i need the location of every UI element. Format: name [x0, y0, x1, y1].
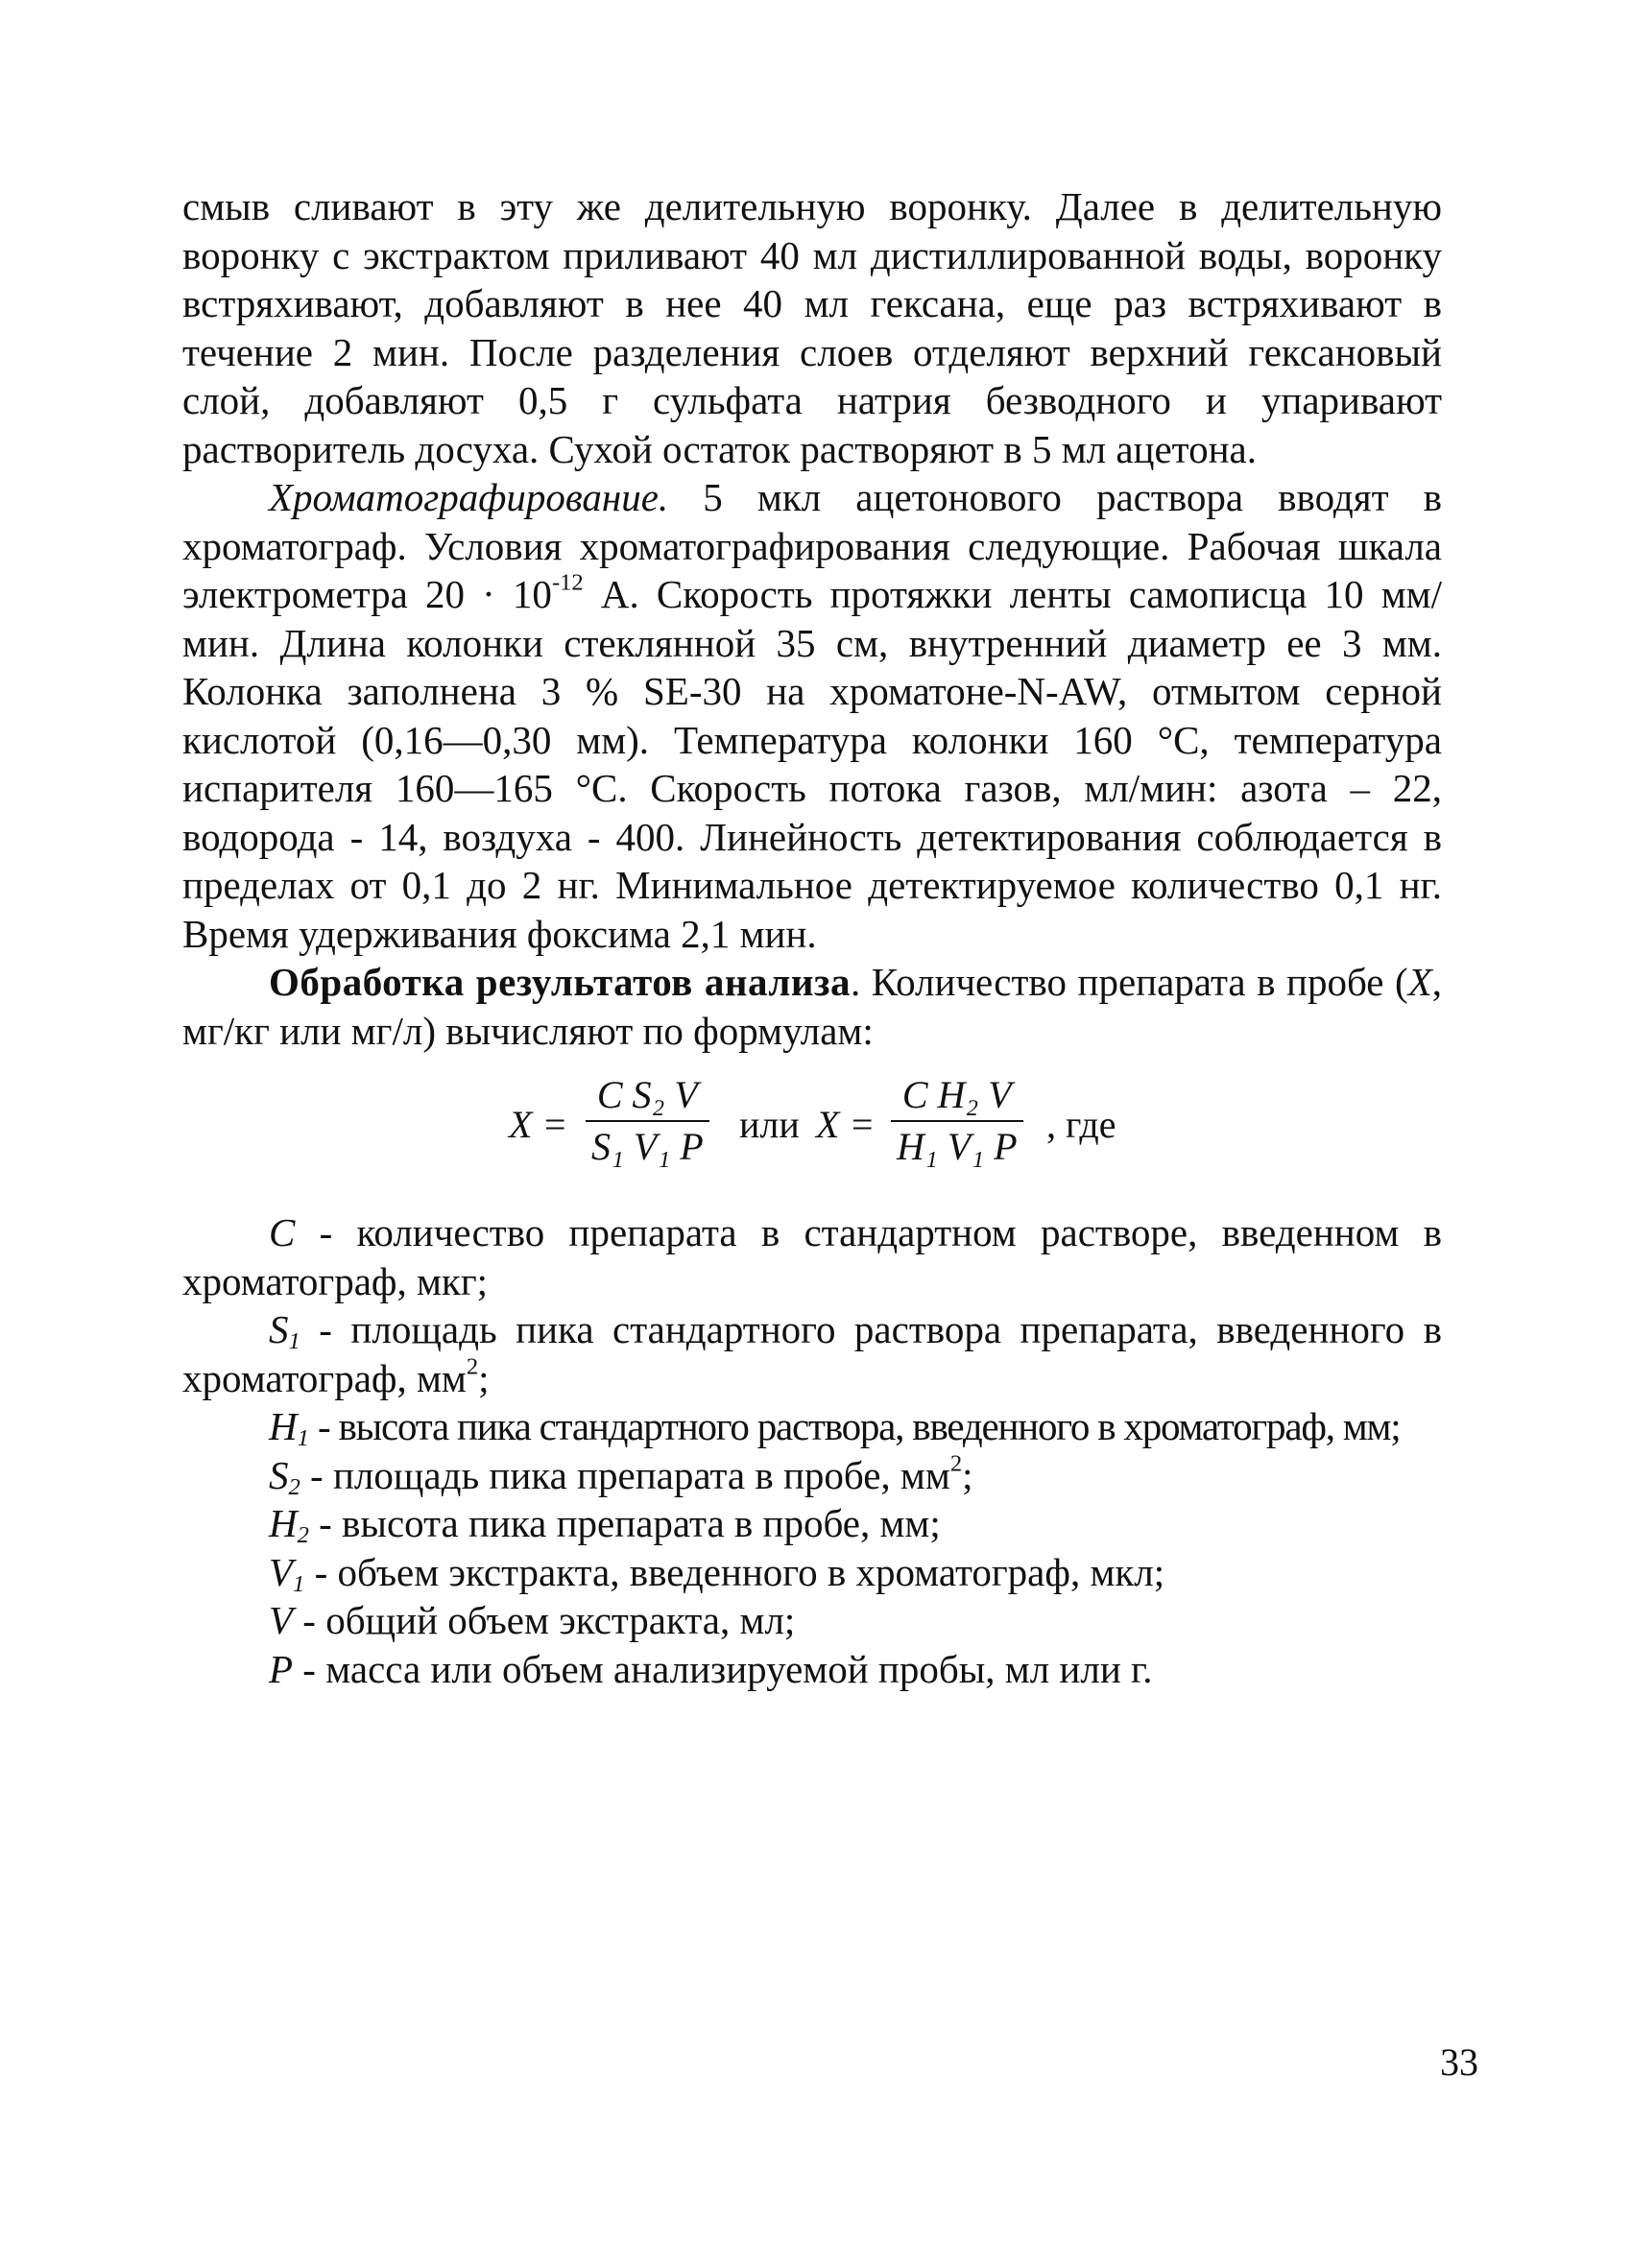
definition-item [182, 1596, 1442, 1645]
results-text-b: , мг/кг или мг/л) вычисляют по формулам: [182, 960, 1442, 1053]
fraction-2-numerator: C H₂ V [901, 1073, 1012, 1116]
fraction-1-numerator: C S₂ V [596, 1073, 698, 1116]
formula-block [182, 1072, 1442, 1187]
results-text-a: . Количество препарата в пробе ( [850, 960, 1408, 1004]
definition-superscript: 2 [466, 1353, 479, 1380]
fraction-2 [891, 1072, 1023, 1170]
definition-superscript: 2 [949, 1450, 963, 1477]
definition-text: - высота пика стандартного раствора, введенного в хроматограф, мм; [308, 1404, 1401, 1448]
definition-end: ; [962, 1452, 973, 1497]
definition-text: - общий объем экстракта, мл; [293, 1598, 796, 1642]
fraction-1-denominator: S₁ V₁ P [591, 1125, 704, 1168]
definition-item [182, 1402, 1442, 1451]
formula-lhs-2: X = [816, 1103, 876, 1146]
chromatography-heading: Хроматографирование. [269, 475, 669, 519]
results-variable-x: X [1407, 960, 1432, 1004]
definition-text: - высота пика препарата в пробе, мм; [308, 1501, 941, 1545]
exponent: -12 [551, 569, 584, 596]
formula-or: или [739, 1103, 800, 1146]
definition-end: ; [478, 1355, 490, 1400]
definition-text: - масса или объем анализируемой пробы, мл или г. [293, 1646, 1153, 1691]
formula-tail: , где [1046, 1103, 1116, 1146]
definition-text: - площадь пика препарата в пробе, мм [300, 1452, 950, 1497]
page-number: 33 [1440, 2041, 1478, 2084]
paragraph-results [182, 958, 1442, 1055]
definition-text: - площадь пика стандартного раствора препарата, введенного в хроматограф, мм [182, 1307, 1442, 1400]
definition-subscript: 2 [297, 1522, 309, 1549]
definition-item [182, 1451, 1442, 1500]
chromatography-text-a: 5 мкл ацетонового раствора вводят в хроматограф. Условия хроматографирования следующие. Рабочая шкала электрометра 20 · 10 [182, 475, 1442, 616]
definition-item [182, 1208, 1442, 1305]
definition-symbol: V [269, 1549, 294, 1594]
definition-symbol: S [269, 1307, 289, 1351]
chromatography-text-b: А. Скорость протяжки ленты самописца 10 мм/мин. Длина колонки стеклянной 35 см, внутренний диаметр ее 3 мм. Колонка заполнена 3 % SE-30 на хроматоне-N-AW, отмытом серной кислотой (0,16—0,30 мм). Температура колонки 160 °С, температура испарителя 160—165 °С. Скорость потока газов, мл/мин: азота – 22, водорода - 14, воздуха - 400. Линейность детектирования соблюдается в пределах от 0,1 до 2 нг. Минимальное детектируемое количество 0,1 нг. Время удерживания фоксима 2,1 мин. [182, 572, 1442, 956]
definition-symbol: S [269, 1452, 289, 1497]
paragraph-extraction: смыв сливают в эту же делительную воронку. Далее в делительную воронку с экстрактом приливают 40 мл дистиллированной воды, воронку встряхивают, добавляют в нее 40 мл гексана, еще раз встряхивают в течение 2 мин. После разделения слоев отделяют верхний гексановый слой, добавляют 0,5 г сульфата натрия безводного и упаривают растворитель досуха. Сухой остаток растворяют в 5 мл ацетона. [182, 184, 1442, 471]
definition-symbol: V [269, 1598, 294, 1642]
definition-subscript: 1 [293, 1570, 305, 1597]
text-column [182, 182, 1442, 1693]
definition-subscript: 1 [297, 1425, 309, 1452]
formula-lhs-1: X = [509, 1103, 568, 1146]
fraction-1 [586, 1072, 709, 1170]
definition-symbol: H [269, 1501, 298, 1545]
definition-symbol: H [269, 1404, 298, 1448]
definition-item [182, 1305, 1442, 1402]
definition-text: - количество препарата в стандартном растворе, введенном в хроматограф, мкг; [182, 1210, 1442, 1303]
definition-subscript: 2 [288, 1473, 300, 1500]
paragraph-chromatography [182, 473, 1442, 958]
fraction-2-denominator: H₁ V₁ P [897, 1125, 1018, 1168]
definitions-list [182, 1208, 1442, 1693]
definition-symbol: C [269, 1210, 296, 1254]
definition-text: - объем экстракта, введенного в хроматограф, мкл; [304, 1549, 1165, 1594]
results-heading: Обработка результатов анализа [269, 960, 851, 1004]
definition-symbol: P [269, 1646, 294, 1691]
fraction-1-bar [586, 1120, 709, 1122]
definition-item [182, 1499, 1442, 1548]
fraction-2-bar [891, 1120, 1023, 1122]
definition-subscript: 1 [288, 1328, 300, 1355]
definition-item [182, 1645, 1442, 1694]
definition-item [182, 1548, 1442, 1597]
